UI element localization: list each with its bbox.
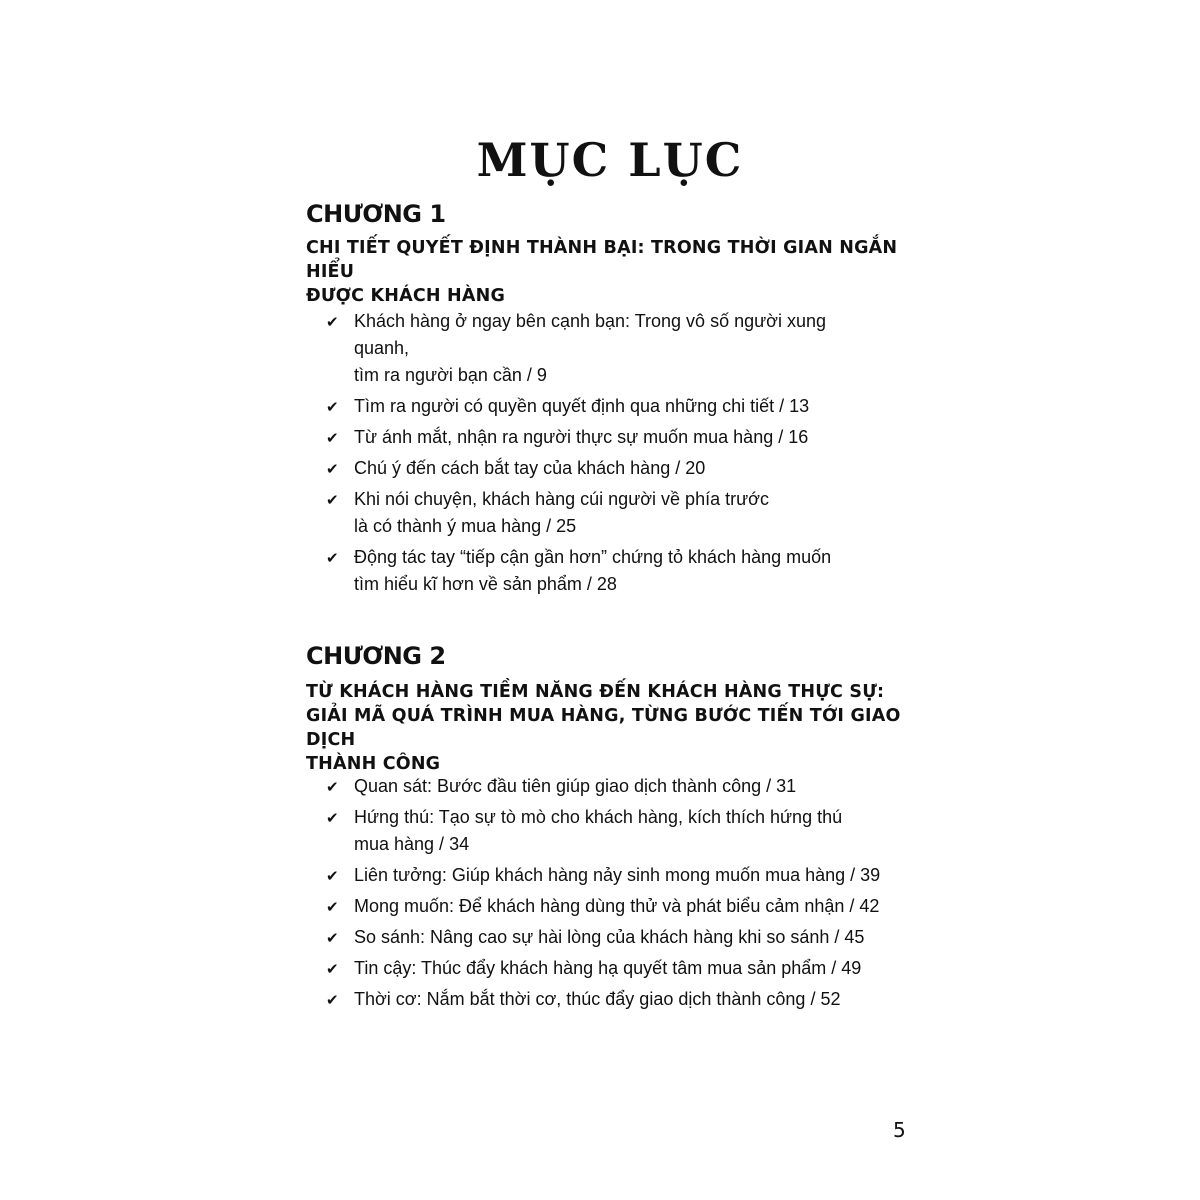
checkmark-icon: ✔ bbox=[326, 991, 339, 1009]
checkmark-icon: ✔ bbox=[326, 460, 339, 478]
checkmark-icon: ✔ bbox=[326, 898, 339, 916]
checkmark-icon: ✔ bbox=[326, 313, 339, 331]
checkmark-icon: ✔ bbox=[326, 778, 339, 796]
checkmark-icon: ✔ bbox=[326, 549, 339, 567]
toc-entry[interactable] bbox=[326, 955, 886, 982]
chapter-heading-line: CHI TIẾT QUYẾT ĐỊNH THÀNH BẠI: TRONG THỜI GIAN NGẮN HIỂU bbox=[306, 238, 898, 282]
toc-entry-line: Liên tưởng: Giúp khách hàng nảy sinh mong muốn mua hàng / 39 bbox=[354, 865, 881, 885]
toc-entry-line: Hứng thú: Tạo sự tò mò cho khách hàng, kích thích hứng thú bbox=[354, 807, 843, 827]
toc-entry-line: Tin cậy: Thúc đẩy khách hàng hạ quyết tâm mua sản phẩm / 49 bbox=[354, 958, 862, 978]
toc-entry[interactable] bbox=[326, 924, 886, 951]
toc-entry-line: tìm ra người bạn cần / 9 bbox=[354, 365, 547, 385]
toc-entry[interactable] bbox=[326, 862, 886, 889]
checkmark-icon: ✔ bbox=[326, 960, 339, 978]
toc-entry-line: Mong muốn: Để khách hàng dùng thử và phát biểu cảm nhận / 42 bbox=[354, 896, 880, 916]
chapter-1-heading bbox=[306, 236, 926, 308]
checkmark-icon: ✔ bbox=[326, 398, 339, 416]
toc-entry[interactable] bbox=[326, 773, 886, 800]
toc-entry-line: Chú ý đến cách bắt tay của khách hàng / 20 bbox=[354, 458, 706, 478]
toc-entry-line: Khách hàng ở ngay bên cạnh bạn: Trong vô số người xung quanh, bbox=[354, 311, 826, 358]
chapter-1-list bbox=[326, 308, 886, 602]
chapter-2-label: CHƯƠNG 2 bbox=[306, 642, 446, 670]
toc-entry-line: Động tác tay “tiếp cận gần hơn” chứng tỏ khách hàng muốn bbox=[354, 547, 832, 567]
toc-entry[interactable] bbox=[326, 986, 886, 1013]
toc-entry-line: Tìm ra người có quyền quyết định qua những chi tiết / 13 bbox=[354, 396, 810, 416]
toc-entry[interactable] bbox=[326, 424, 886, 451]
toc-entry-line: tìm hiểu kĩ hơn về sản phẩm / 28 bbox=[354, 574, 617, 594]
toc-entry-line: mua hàng / 34 bbox=[354, 834, 470, 854]
chapter-2-heading bbox=[306, 680, 926, 776]
chapter-heading-line: ĐƯỢC KHÁCH HÀNG bbox=[306, 286, 506, 306]
chapter-heading-line: TỪ KHÁCH HÀNG TIỀM NĂNG ĐẾN KHÁCH HÀNG THỰC SỰ: bbox=[306, 682, 885, 702]
checkmark-icon: ✔ bbox=[326, 929, 339, 947]
toc-entry[interactable] bbox=[326, 544, 886, 598]
chapter-heading-line: GIẢI MÃ QUÁ TRÌNH MUA HÀNG, TỪNG BƯỚC TIẾN TỚI GIAO DỊCH bbox=[306, 706, 901, 750]
toc-entry[interactable] bbox=[326, 308, 886, 389]
toc-entry-line: Thời cơ: Nắm bắt thời cơ, thúc đẩy giao dịch thành công / 52 bbox=[354, 989, 841, 1009]
toc-entry[interactable] bbox=[326, 455, 886, 482]
page-number: 5 bbox=[893, 1118, 906, 1142]
toc-entry-line: Quan sát: Bước đầu tiên giúp giao dịch thành công / 31 bbox=[354, 776, 797, 796]
toc-entry[interactable] bbox=[326, 804, 886, 858]
chapter-1-label: CHƯƠNG 1 bbox=[306, 200, 446, 228]
checkmark-icon: ✔ bbox=[326, 809, 339, 827]
toc-entry-line: Từ ánh mắt, nhận ra người thực sự muốn mua hàng / 16 bbox=[354, 427, 809, 447]
checkmark-icon: ✔ bbox=[326, 429, 339, 447]
checkmark-icon: ✔ bbox=[326, 867, 339, 885]
toc-entry[interactable] bbox=[326, 486, 886, 540]
page-title: MỤC LỤC bbox=[476, 133, 744, 187]
toc-entry-line: là có thành ý mua hàng / 25 bbox=[354, 516, 577, 536]
toc-entry-line: Khi nói chuyện, khách hàng cúi người về phía trước bbox=[354, 489, 769, 509]
toc-entry[interactable] bbox=[326, 893, 886, 920]
toc-entry-line: So sánh: Nâng cao sự hài lòng của khách hàng khi so sánh / 45 bbox=[354, 927, 865, 947]
chapter-2-list bbox=[326, 773, 886, 1017]
checkmark-icon: ✔ bbox=[326, 491, 339, 509]
chapter-heading-line: THÀNH CÔNG bbox=[306, 754, 441, 774]
toc-entry[interactable] bbox=[326, 393, 886, 420]
